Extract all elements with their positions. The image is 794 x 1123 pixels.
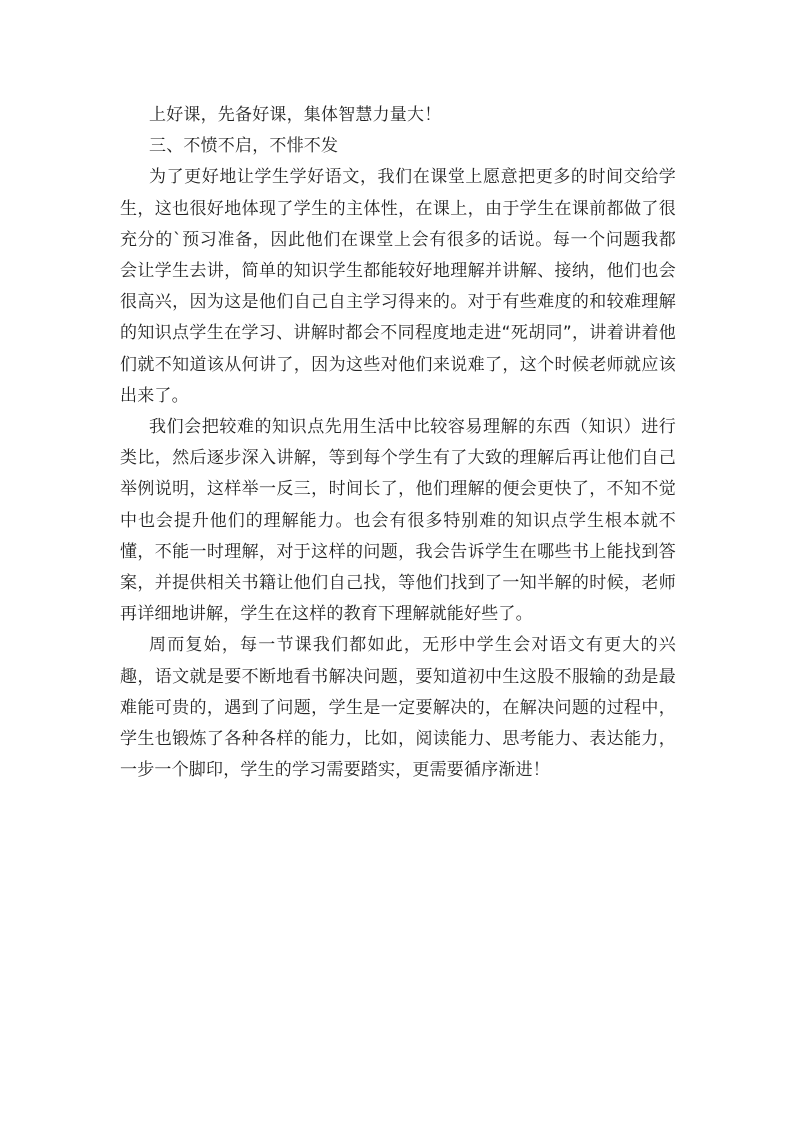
paragraph-analogy-method: 我们会把较难的知识点先用生活中比较容易理解的东西（知识）进行类比，然后逐步深入讲解，等到每个学生有了大致的理解后再让他们自己举例说明，这样举一反三，时间长了，他们理解的便会更快了，不知不觉中也会提升他们的理解能力。也会有很多特别难的知识点学生根本就不懂，不能一时理解，对于这样的问题，我会告诉学生在哪些书上能找到答案，并提供相关书籍让他们自己找，等他们找到了一知半解的时候，老师再详细地讲解，学生在这样的教育下理解就能好些了。 [120,417,676,625]
paragraph-cycle-conclusion: 周而复始，每一节课我们都如此，无形中学生会对语文有更大的兴趣，语文就是要不断地看书解决问题，要知道初中生这股不服输的劲是最难能可贵的，遇到了问题，学生是一定要解决的，在解决问题的过程中，学生也锻炼了各种各样的能力，比如，阅读能力、思考能力、表达能力，一步一个脚印，学生的学习需要踏实，更需要循序渐进！ [120,635,676,781]
section-heading: 三、不愤不启，不悱不发 [149,136,339,157]
document-body [120,100,676,786]
paragraph-intro-line: 上好课，先备好课，集体智慧力量大！ [149,105,442,125]
paragraph-classroom-time: 为了更好地让学生学好语文，我们在课堂上愿意把更多的时间交给学生，这也很好地体现了学生的主体性，在课上，由于学生在课前都做了很充分的`预习准备，因此他们在课堂上会有很多的话说。每一个问题我都会让学生去讲，简单的知识学生都能较好地理解并讲解、接纳，他们也会很高兴，因为这是他们自己自主学习得来的。对于有些难度的和较难理解的知识点学生在学习、讲解时都会不同程度地走进“死胡同”，讲着讲着他们就不知道该从何讲了，因为这些对他们来说难了，这个时候老师就应该出来了。 [120,167,676,406]
